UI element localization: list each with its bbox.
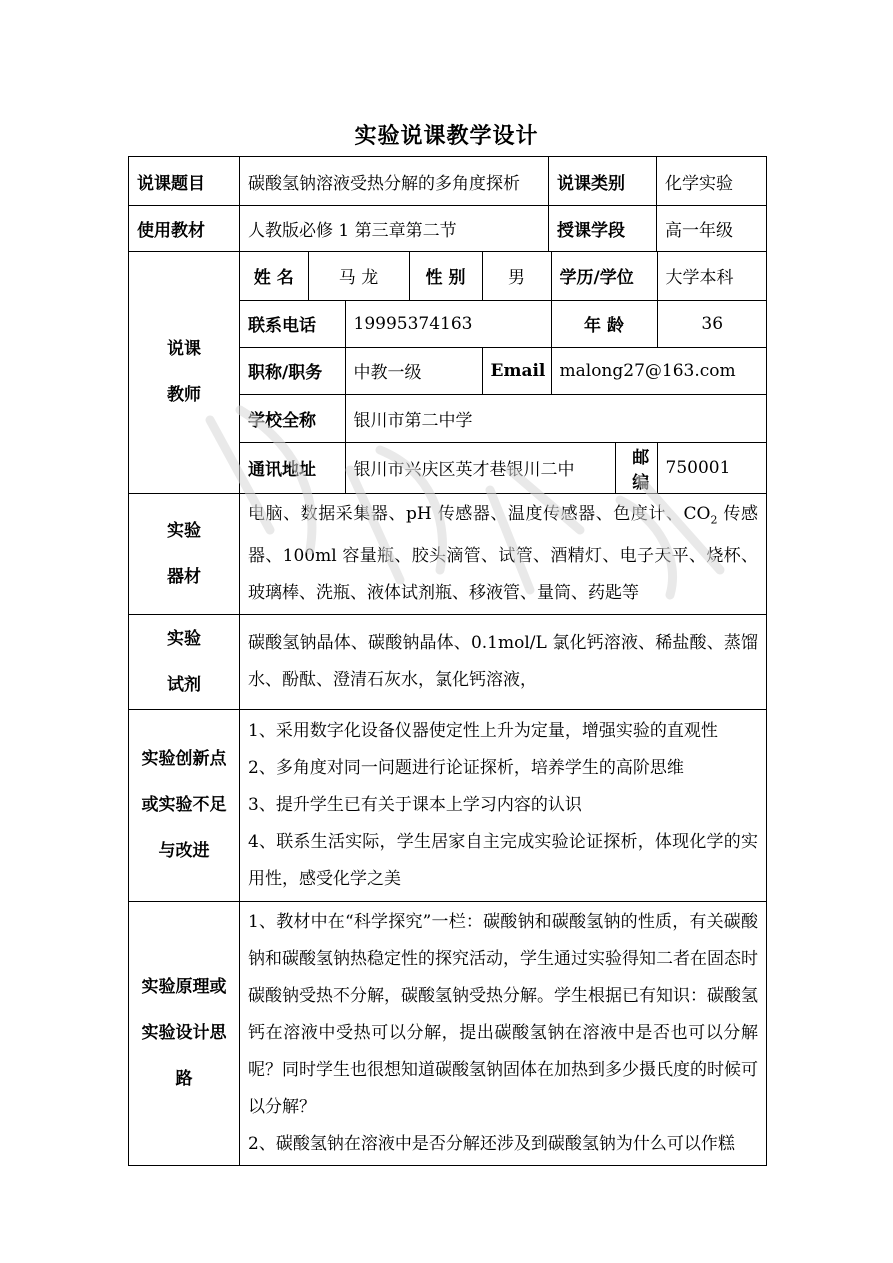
teacher-row-name xyxy=(240,252,767,300)
teacher-info-table xyxy=(240,252,767,493)
address-value-cell xyxy=(345,442,657,493)
principle-text xyxy=(240,901,767,1165)
gender-value: 男 xyxy=(482,252,551,300)
principle-item: 1、教材中在“科学探究”一栏：碳酸钠和碳酸氢钠的性质，有关碳酸钠和碳酸氢钠热稳定性的探究活动，学生通过实验得知二者在固态时碳酸钠受热不分解，碳酸氢钠受热分解。学生根据已有知识：碳酸氢钙在溶液中受热可以分解，提出碳酸氢钠在溶液中是否也可以分解呢？同时学生也很想知道碳酸氢钠固体在加热到多少摄氏度的时候可以分解？ xyxy=(248,911,758,1117)
reagents-label-line1: 实验 xyxy=(167,628,201,649)
innovation-row xyxy=(129,709,767,901)
teacher-row-address xyxy=(240,442,767,493)
zip-value: 750001 xyxy=(657,442,767,493)
address-zip-table xyxy=(346,443,666,493)
email-label: Email xyxy=(482,347,551,394)
title-value: 中教一级 xyxy=(345,347,482,394)
age-value: 36 xyxy=(657,300,767,347)
principle-label-line2: 实验设计思 xyxy=(141,1023,227,1044)
school-label: 学校全称 xyxy=(240,394,345,442)
category-value: 化学实验 xyxy=(657,157,767,206)
equipment-text-b: 传感器、100ml 容量瓶、胶头滴管、试管、酒精灯、电子天平、烧杯、玻璃棒、洗瓶、液体试剂瓶、移液管、量筒、药匙等 xyxy=(248,503,758,603)
degree-value: 大学本科 xyxy=(657,252,767,300)
teacher-section-label xyxy=(129,252,240,494)
topic-row xyxy=(129,157,767,206)
innovation-item: 3、提升学生已有关于课本上学习内容的认识 xyxy=(248,794,582,815)
address-value: 银川市兴庆区英才巷银川二中 xyxy=(346,443,616,493)
phone-value: 19995374163 xyxy=(345,300,551,347)
school-value: 银川市第二中学 xyxy=(345,394,767,442)
innovation-label-line2: 或实验不足 xyxy=(141,795,227,816)
topic-value: 碳酸氢钠溶液受热分解的多角度探析 xyxy=(240,157,549,206)
equipment-label xyxy=(129,493,240,614)
teacher-section xyxy=(129,252,767,494)
reagents-label-line2: 试剂 xyxy=(167,674,201,695)
address-label: 通讯地址 xyxy=(240,442,345,493)
teacher-label-line1: 说课 xyxy=(167,339,201,360)
gender-label: 性 别 xyxy=(409,252,482,300)
reagents-label xyxy=(129,614,240,709)
equipment-label-line1: 实验 xyxy=(167,520,201,541)
principle-label-line3: 路 xyxy=(175,1069,193,1090)
principle-item: 2、碳酸氢钠在溶液中是否分解还涉及到碳酸氢钠为什么可以作糕 xyxy=(248,1133,735,1154)
textbook-value: 人教版必修 1 第三章第二节 xyxy=(240,206,549,252)
innovation-text xyxy=(240,709,767,901)
teacher-info xyxy=(240,252,767,494)
equipment-label-line2: 器材 xyxy=(167,566,201,587)
teacher-row-phone xyxy=(240,300,767,347)
category-label: 说课类别 xyxy=(549,157,657,206)
equipment-text-a: 电脑、数据采集器、pH 传感器、温度传感器、色度计、CO xyxy=(248,503,711,524)
teacher-row-school xyxy=(240,394,767,442)
degree-label: 学历/学位 xyxy=(551,252,657,300)
equipment-row xyxy=(129,493,767,614)
reagents-row xyxy=(129,614,767,709)
principle-row xyxy=(129,901,767,1165)
equipment-text xyxy=(240,493,767,614)
innovation-label-line1: 实验创新点 xyxy=(141,749,227,770)
teacher-row-title xyxy=(240,347,767,394)
innovation-item: 4、联系生活实际，学生居家自主完成实验论证探析，体现化学的实用性，感受化学之美 xyxy=(248,831,758,889)
reagents-text: 碳酸氢钠晶体、碳酸钠晶体、0.1mol/L 氯化钙溶液、稀盐酸、蒸馏水、酚酞、澄清石灰水，氯化钙溶液， xyxy=(240,614,767,709)
grade-value: 高一年级 xyxy=(657,206,767,252)
title-label: 职称/职务 xyxy=(240,347,345,394)
innovation-item: 2、多角度对同一问题进行论证探析，培养学生的高阶思维 xyxy=(248,757,684,778)
email-value: malong27@163.com xyxy=(551,347,767,394)
innovation-item: 1、采用数字化设备仪器使定性上升为定量，增强实验的直观性 xyxy=(248,720,718,741)
phone-label: 联系电话 xyxy=(240,300,345,347)
grade-label: 授课学段 xyxy=(549,206,657,252)
name-value: 马 龙 xyxy=(308,252,409,300)
teacher-label-line2: 教师 xyxy=(167,385,201,406)
innovation-label xyxy=(129,709,240,901)
page-title: 实验说课教学设计 xyxy=(354,123,539,149)
principle-label-line1: 实验原理或 xyxy=(141,977,227,998)
textbook-row xyxy=(129,206,767,252)
name-label: 姓 名 xyxy=(240,252,308,300)
principle-label xyxy=(129,901,240,1165)
lesson-form-table xyxy=(128,156,767,1166)
innovation-label-line3: 与改进 xyxy=(158,841,210,862)
textbook-label: 使用教材 xyxy=(129,206,240,252)
topic-label: 说课题目 xyxy=(129,157,240,206)
age-label: 年 龄 xyxy=(551,300,657,347)
zip-label: 邮编 xyxy=(616,443,666,493)
co2-subscript: 2 xyxy=(710,512,718,526)
